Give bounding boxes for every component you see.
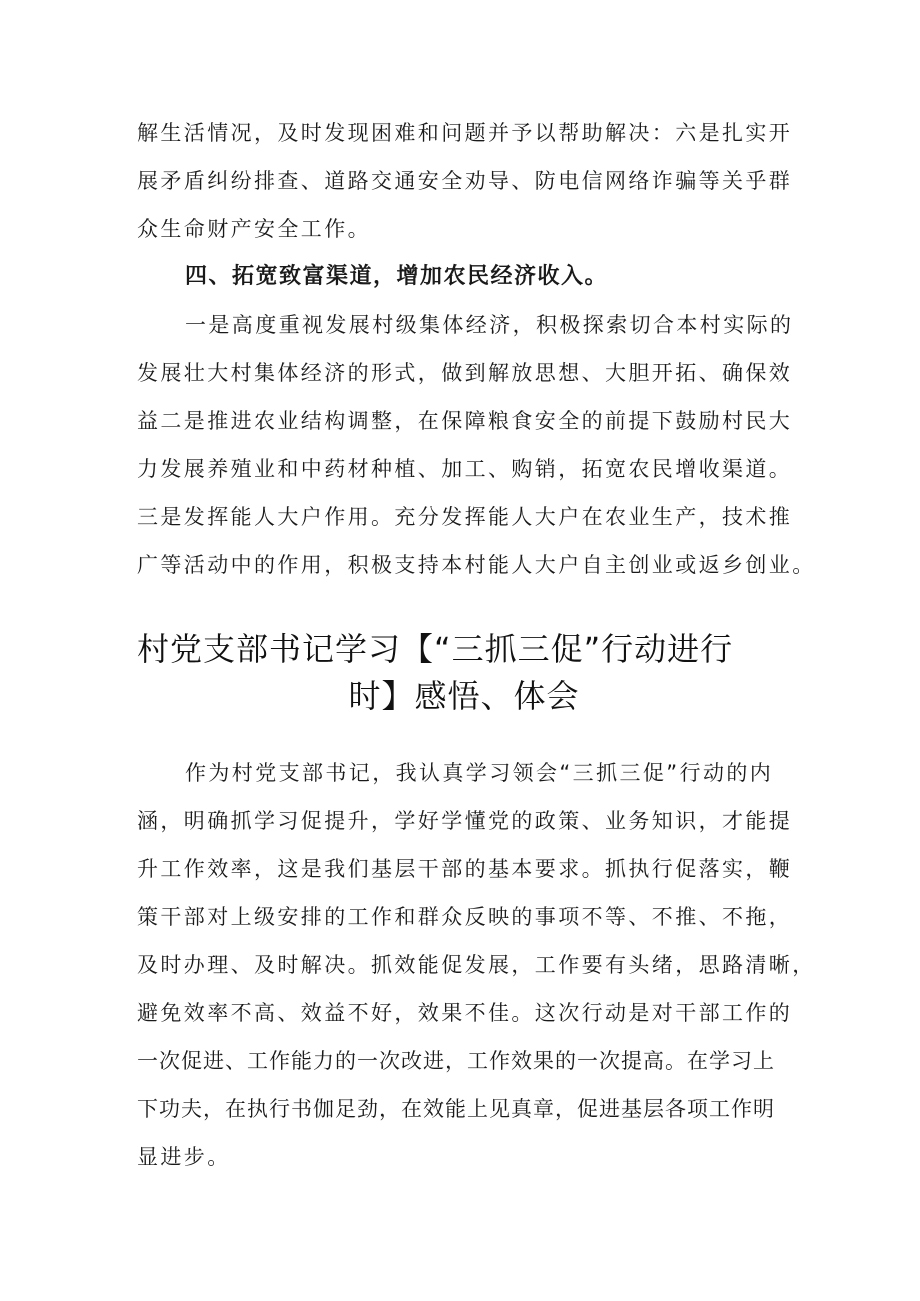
paragraph-line: 策干部对上级安排的工作和群众反映的事项不等、不推、不拖， <box>137 905 793 929</box>
paragraph-line: 升工作效率，这是我们基层干部的基本要求。抓执行促落实，鞭 <box>137 857 793 881</box>
paragraph-line: 涵，明确抓学习促提升，学好学懂党的政策、业务知识，才能提 <box>137 809 793 833</box>
paragraph-line: 益二是推进农业结构调整，在保障粮食安全的前提下鼓励村民大 <box>137 409 793 433</box>
paragraph-line: 力发展养殖业和中药材种植、加工、购销，拓宽农民增收渠道。 <box>137 457 793 481</box>
paragraph-line: 作为村党支部书记，我认真学习领会“三抓三促”行动的内 <box>185 761 774 785</box>
paragraph-line: 解生活情况，及时发现困难和问题并予以帮助解决：六是扎实开 <box>137 121 793 145</box>
paragraph-line: 发展壮大村集体经济的形式，做到解放思想、大胆开拓、确保效 <box>137 361 793 385</box>
paragraph-line: 显进步。 <box>137 1145 231 1169</box>
paragraph-line: 三是发挥能人大户作用。充分发挥能人大户在农业生产，技术推 <box>137 505 793 529</box>
paragraph-line: 下功夫，在执行书伽足劲，在效能上见真章，促进基层各项工作明 <box>137 1097 775 1121</box>
paragraph-line: 展矛盾纠纷排查、道路交通安全劝导、防电信网络诈骗等关乎群 <box>137 169 793 193</box>
paragraph-line: 一次促进、工作能力的一次改进，工作效果的一次提高。在学习上 <box>137 1049 775 1073</box>
paragraph-line: 避免效率不高、效益不好，效果不佳。这次行动是对干部工作的 <box>137 1001 793 1025</box>
paragraph-line: 众生命财产安全工作。 <box>137 217 371 241</box>
article-title-line1: 村党支部书记学习【“三抓三促”行动进行 <box>137 630 734 668</box>
article-title-line2: 时】感悟、体会 <box>348 677 580 715</box>
paragraph-line: 广等活动中的作用，积极支持本村能人大户自主创业或返乡创业。 <box>137 553 816 577</box>
section-heading: 四、拓宽致富渠道，增加农民经济收入。 <box>185 264 609 289</box>
paragraph-line: 一是高度重视发展村级集体经济，积极探索切合本村实际的 <box>185 313 794 337</box>
paragraph-line: 及时办理、及时解决。抓效能促发展，工作要有头绪，思路清晰， <box>137 953 816 977</box>
